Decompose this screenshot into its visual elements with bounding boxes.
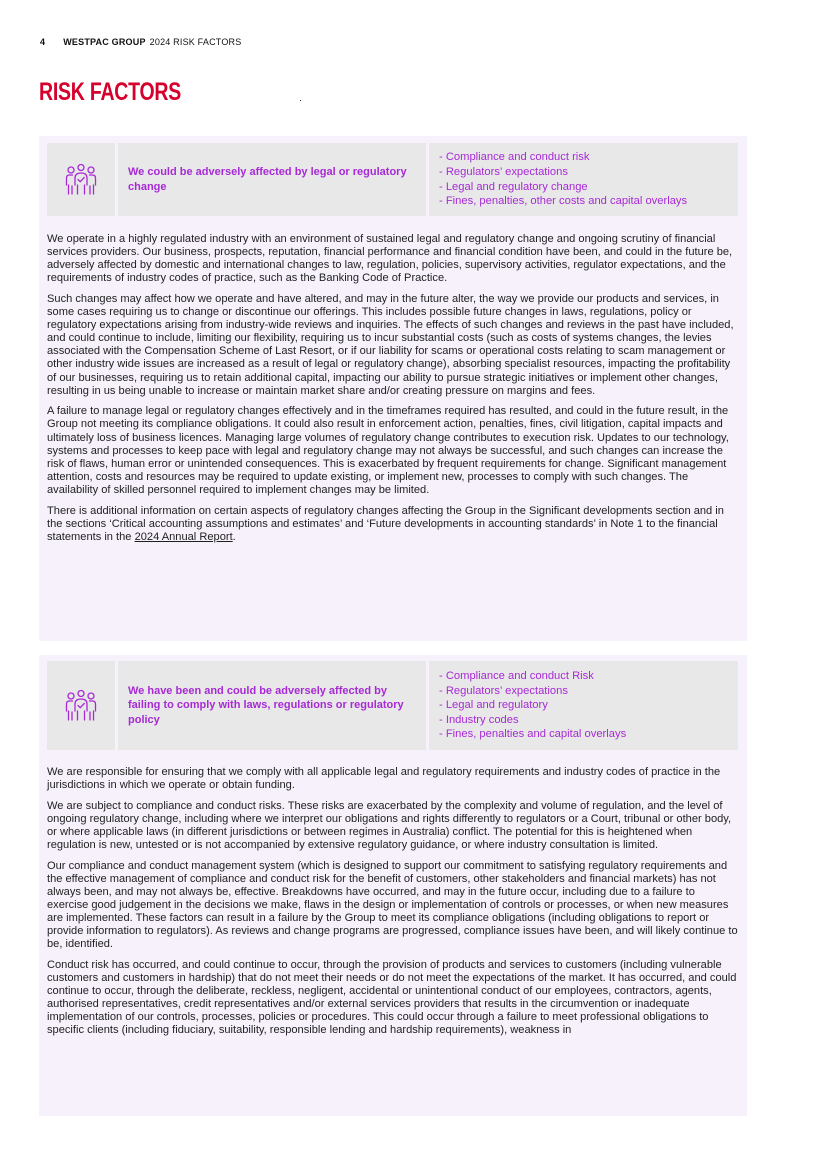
stray-dot <box>300 100 301 101</box>
icon-cell <box>47 661 115 750</box>
risk-category: - Compliance and conduct risk <box>439 151 590 164</box>
risk-panel-compliance <box>39 655 747 1116</box>
people-icon <box>65 690 97 722</box>
icon-cell <box>47 143 115 216</box>
annual-report-link[interactable]: 2024 Annual Report <box>134 530 233 543</box>
risk-category: - Compliance and conduct Risk <box>439 670 594 683</box>
risk-body <box>47 233 739 551</box>
risk-panel-legal-change <box>39 136 747 641</box>
paragraph: Our compliance and conduct management system (which is designed to support our commitment to satisfying regulatory requirements and the effective management of compliance and conduct risk for the benefit of customers, other stakeholders and financial markets) has not always been, and may not always be, effective. Breakdowns have occurred, and may in the future occur, including due to a failure to exercise good judgement in the decisions we make, flaws in the design or implementation of controls or processes, or when new measures are implemented. These factors can result in a failure by the Group to meet its compliance obligations (including obligations to report or provide information to regulators). As reviews and change programs are progressed, compliance issues have been, and will likely continue to be, identified. <box>47 859 738 951</box>
paragraph <box>47 505 739 544</box>
risk-category: - Legal and regulatory <box>439 699 548 712</box>
risk-category: - Industry codes <box>439 713 519 726</box>
running-header <box>40 37 241 47</box>
paragraph: We are responsible for ensuring that we comply with all applicable legal and regulatory requirements and industry codes of practice in the jurisdictions in which we operate or obtain funding. <box>47 766 721 792</box>
risk-header-row <box>47 143 738 216</box>
page-title: RISK FACTORS <box>39 78 182 106</box>
paragraph: We are subject to compliance and conduct risks. These risks are exacerbated by the complexity and volume of regulation, and the level of ongoing regulatory change, including where we interpret our obligations and rights differently to regulators or a Court, tribunal or other body, or where applicable laws (in different jurisdictions or between regimes in Australia) conflict. The potential for this is heightened when regulation is new, untested or is not accompanied by extensive regulatory guidance, or where industry consultation is limited. <box>47 799 732 852</box>
risk-category: - Fines, penalties, other costs and capital overlays <box>439 195 688 208</box>
risk-title-cell <box>118 661 426 750</box>
risk-categories-cell <box>429 143 738 216</box>
risk-title-cell <box>118 143 426 216</box>
risk-category: - Fines, penalties and capital overlays <box>439 728 627 741</box>
risk-title: We could be adversely affected by legal or regulatory change <box>128 166 407 193</box>
risk-title: We have been and could be adversely affected by failing to comply with laws, regulations or regulatory policy <box>128 684 404 726</box>
risk-categories <box>439 669 626 742</box>
risk-category: - Regulators’ expectations <box>439 165 568 178</box>
risk-category: - Legal and regulatory change <box>439 180 588 193</box>
risk-body <box>47 766 739 1045</box>
paragraph: We operate in a highly regulated industry with an environment of sustained legal and regulatory change and ongoing scrutiny of financial services providers. Our business, prospects, reputation, financial performance and financial condition have been, and could in the future be, adversely affected by domestic and international changes to law, regulation, policies, supervisory activities, regulator expectations, and the requirements of industry codes of practice, such as the Banking Code of Practice. <box>47 233 733 285</box>
risk-categories-cell <box>429 661 738 750</box>
page-number: 4 <box>40 37 46 47</box>
brand-name: WESTPAC GROUP <box>63 37 146 47</box>
document-title: 2024 RISK FACTORS <box>149 37 242 47</box>
paragraph: Conduct risk has occurred, and could continue to occur, through the provision of products and services to customers (including vulnerable customers and customers in hardship) that do not meet their needs or do not meet the expectations of the market. It has occurred, and could continue to occur, through the deliberate, reckless, negligent, accidental or unintentional conduct of our employees, contractors, agents, authorised representatives, credit representatives and/or external services providers that results in the circumvention or inadequate implementation of our controls, processes, policies or procedures. This could occur through a failure to meet professional obligations to specific clients (including fiduciary, suitability, responsible lending and hardship requirements), weakness in <box>47 959 737 1037</box>
risk-categories <box>439 150 687 208</box>
people-icon <box>65 164 97 196</box>
paragraph-end: . <box>232 530 236 543</box>
paragraph-text: There is additional information on certain aspects of regulatory changes affecting the Group in the Significant developments section and in the sections ‘Critical accounting assumptions and estimates’ and ‘Future developments in accounting standards’ in Note 1 to the financial statements in the <box>47 504 724 543</box>
risk-header-row <box>47 661 738 750</box>
paragraph: Such changes may affect how we operate and have altered, and may in the future alter, the way we provide our products and services, in some cases requiring us to change or discontinue our offerings. This includes possible future changes in laws, regulations, policy or regulatory expectations arising from industry-wide reviews and inquiries. The effects of such changes and reviews in the past have included, and could continue to include, limiting our flexibility, requiring us to incur substantial costs (such as costs of systems changes, the levies associated with the Compensation Scheme of Last Resort, or if our liability for scams or operational costs relating to scam management or other industry wide issues are increased as a result of legal or regulatory change), absorbing specialist resources, impacting the profitability of our businesses, requiring us to retain additional capital, impacting our ability to pursue strategic initiatives or implement other changes, resulting in us being unable to increase or maintain market share and/or creating pressure on margins and fees. <box>47 292 734 397</box>
paragraph: A failure to manage legal or regulatory changes effectively and in the timeframes required has resulted, and could in the future result, in the Group not meeting its compliance obligations. It could also result in enforcement action, penalties, fines, civil litigation, capital impacts and ultimately loss of business licences. Managing large volumes of regulatory change contributes to execution risk. Updates to our technology, systems and processes to keep pace with legal and regulatory change may not always be successful, and such changes can increase the risk of flaws, human error or unintended consequences. This is exacerbated by frequent requirements for change. Significant management attention, costs and resources may be required to update existing, or implement new, processes to comply with such changes. The availability of skilled personnel required to implement changes may be limited. <box>47 405 729 496</box>
risk-category: - Regulators’ expectations <box>439 684 568 697</box>
